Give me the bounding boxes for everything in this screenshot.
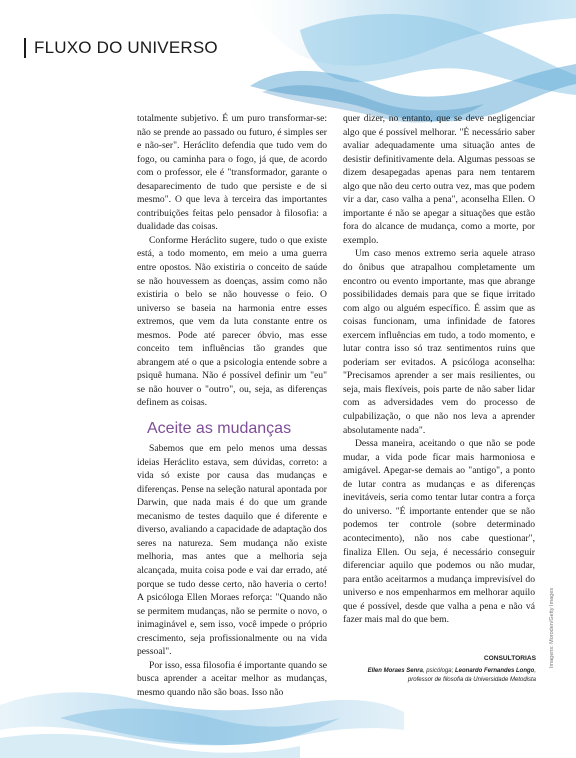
credits-line (296, 676, 536, 684)
paragraph: quer dizer, no entanto, que se deve negligenciar algo que é possível melhorar. "É necessário saber avaliar adequadamente uma situação antes de desistir definitivamente dela. Algumas pessoas se dizem desapegadas apenas para nem tentarem algo que não deu certo outra vez, mas que podem vir a dar, caso valha a pena", aconselha Ellen. O importante é não se apegar a situações que estão fora do alcance de mudança, como a morte, por exemplo. (343, 113, 535, 246)
section-title: FLUXO DO UNIVERSO (34, 38, 218, 57)
paragraph: Conforme Heráclito sugere, tudo o que existe está, a todo momento, em meio a uma guerra entre opostos. Não existiria o conceito de saúde se não houvessem as doenças, assim como não existiria o belo se não houvesse o feio. O universo se baseia na harmonia entre esses extremos, que vem da luta constante entre os mesmos. Pode até parecer óbvio, mas esse conceito tem influências tão grandes que abrangem até o que a psicologia entende sobre a psiquê humana. Não é possível definir um "eu" se não houver o "outro", ou, seja, as diferenças definem as coisas. (137, 234, 327, 409)
paragraph: Por isso, essa filosofia é importante quando se busca aprender a aceitar melhor as mudanças, mesmo quando não são boas. Isso não (137, 659, 327, 698)
photo-credit: Imagens: Moroden/Getty Images (549, 587, 555, 668)
consultant-role: , psicóloga; (422, 668, 455, 675)
consultant-name: Leonardo Fernandes Longo (454, 668, 535, 675)
paragraph: Dessa maneira, aceitando o que não se pode mudar, a vida pode ficar mais harmoniosa e amigável. Apegar-se demais ao "antigo", a ponto de lutar contra as mudanças e as diferenças inevitáveis, seria como tentar lutar contra a força do universo. "É importante entender que se não podemos ter controle (sobre determinado acontecimento), não nos cabe questionar", finaliza Ellen. Ou seja, é necessário conseguir diferenciar aquilo que podemos ou não mudar, para então aceitarmos a mudança imprevisível do universo e nos empenharmos em melhorar aquilo que é possível, desde que valha a pena e não vá fazer mais mal do que bem. (343, 438, 535, 626)
credits-heading: CONSULTORIAS (483, 655, 536, 662)
consultant-name: Ellen Moraes Senra (367, 668, 423, 675)
subheading: Aceite as mudanças (147, 420, 292, 438)
paragraph: Sabemos que em pelo menos uma dessas ideias Heráclito estava, sem dúvidas, correto: a vida só existe por causa das mudanças e diferenças. Pense na seleção natural apontada por Darwin, que nada mais é do que um grande mecanismo de testes daquilo que é diferente e diverso, avaliando a capacidade de adaptação dos seres na natureza. Sem mudança não existe melhoria, mas antes que a melhoria seja alcançada, muita coisa pode e vai dar errado, até porque se tudo desse certo, não haveria o certo! A psicóloga Ellen Moraes reforça: "Quando não se permitem mudanças, não se permite o novo, o inimaginável e, sem isso, você impede o próprio crescimento, seja profissionalmente ou na vida pessoal". (137, 443, 327, 658)
left-column (137, 112, 327, 699)
consultorias-credits (296, 655, 536, 684)
consultant-role: professor de filosofia da Universidade Metodista (407, 676, 536, 683)
paragraph: totalmente subjetivo. É um puro transformar-se: não se prende ao passado ou futuro, é simples ser e não-ser". Heráclito defendia que tudo vem do fogo, ou caminha para o fogo, já que, de acordo com o professor, ele é "transformador, garante o desaparecimento de tudo que persiste e de si mesmo". O que leva à terceira das importantes contribuições feitas pelo pensador à filosofia: a dualidade das coisas. (137, 113, 327, 233)
header-rule (24, 38, 26, 58)
section-header (24, 38, 218, 58)
consultant-role: , (534, 668, 536, 675)
credits-line (296, 667, 536, 675)
paragraph: Um caso menos extremo seria aquele atraso do ônibus que atrapalhou completamente um encontro ou evento importante, mas que abrange possibilidades demais para que se fique irritado com algo ou alguém específico. É assim que as coisas funcionam, uma infinidade de fatores exercem influências em tudo, a todo momento, e lutar contra isso só traz sentimentos ruins que poderiam ser evitados. A psicóloga aconselha: "Precisamos aprender a ser mais resilientes, ou seja, mais flexíveis, pois parte de não saber lidar com as adversidades vem do processo de culpabilização, o que não nos leva a aprender absolutamente nada". (343, 248, 535, 436)
right-column (343, 112, 535, 627)
